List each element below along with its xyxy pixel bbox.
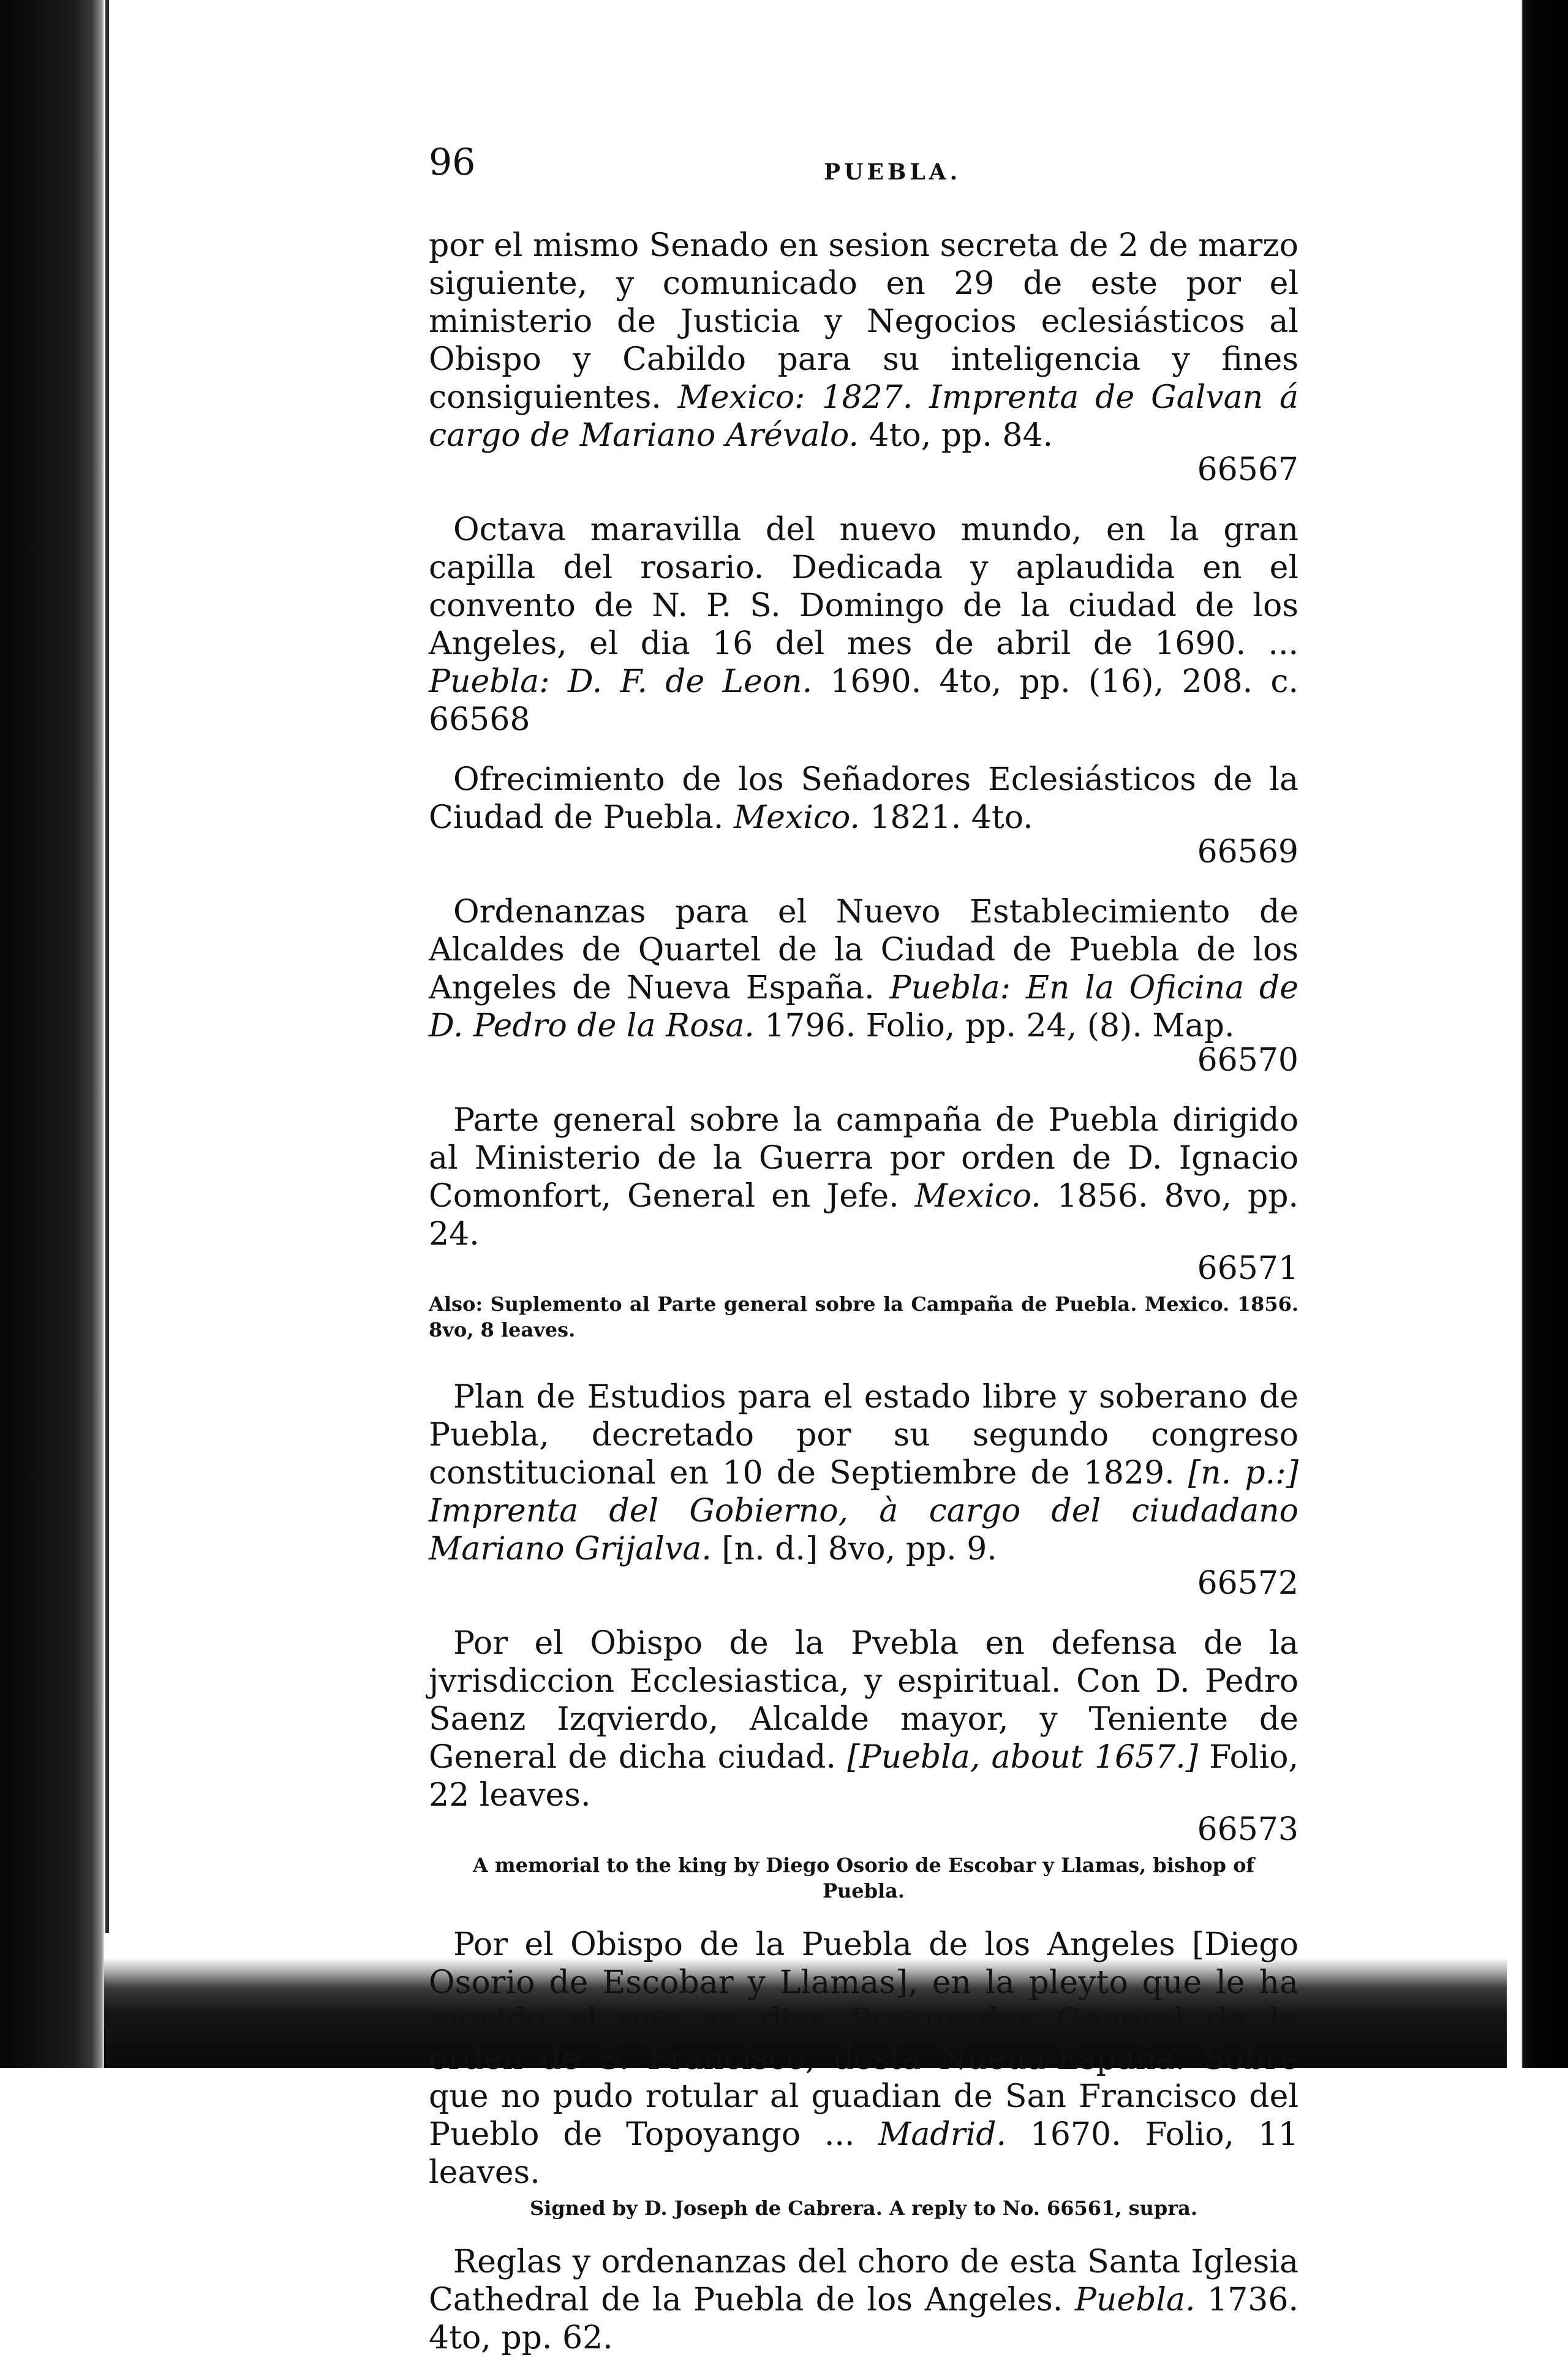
entry-imprint: [Puebla, about 1657.] bbox=[847, 1739, 1199, 1776]
catalog-entry bbox=[429, 1926, 1298, 2221]
entry-title: Ofrecimiento de los Señadores Eclesiásticos de la Ciudad de Puebla. bbox=[429, 761, 1298, 836]
entry-number-inline: 66568 bbox=[429, 701, 530, 738]
page-gutter-line bbox=[105, 0, 109, 2068]
entry-body bbox=[429, 761, 1298, 837]
entry-format: Folio, 22 leaves. bbox=[429, 1739, 1299, 1814]
page-header bbox=[429, 141, 1329, 196]
entry-imprint: Puebla: En la Oficina de D. Pedro de la Rosa. bbox=[429, 970, 1298, 1044]
running-head: PUEBLA. bbox=[824, 159, 962, 185]
catalog-entry bbox=[429, 893, 1298, 1079]
entry-format: 1856. 8vo, pp. 24. bbox=[429, 1178, 1299, 1253]
catalog-entry bbox=[429, 2243, 1298, 2357]
entry-body bbox=[429, 893, 1298, 1045]
entry-note: Signed by D. Joseph de Cabrera. A reply to No. 66561, supra. bbox=[530, 2196, 1197, 2220]
entry-imprint: Puebla: D. F. de Leon. bbox=[429, 663, 813, 700]
catalog-entry bbox=[429, 1378, 1298, 1602]
book-spine-shadow bbox=[0, 0, 104, 2068]
right-page-edge bbox=[1507, 0, 1568, 2068]
catalog-entry bbox=[429, 1624, 1298, 1904]
entry-number: 66569 bbox=[1197, 834, 1298, 870]
entry-number: 66567 bbox=[1197, 451, 1298, 488]
entry-imprint: Puebla. bbox=[1074, 2282, 1196, 2318]
entry-title: Reglas y ordenanzas del choro de esta Santa Iglesia Cathedral de la Puebla de los Angeles. bbox=[429, 2244, 1298, 2318]
entry-imprint: Mexico: 1827. Imprenta de Galvan á cargo de Mariano Arévalo. bbox=[429, 379, 1298, 454]
entry-body bbox=[429, 2243, 1298, 2357]
entry-format: 1690. 4to, pp. (16), 208. c. bbox=[830, 663, 1298, 700]
entry-imprint: Mexico. bbox=[914, 1178, 1041, 1215]
entry-title: Por el Obispo de la Pvebla en defensa de la jvrisdiccion Ecclesiastica, y espiritual. Con D. Pedro Saenz Izqvierdo, Alcalde mayor, y Teniente de General de dicha ciudad. bbox=[429, 1625, 1298, 1776]
entry-title: Octava maravilla del nuevo mundo, en la gran capilla del rosario. Dedicada y aplaudida en el convento de N. P. S. Domingo de la ciudad de los Angeles, el dia 16 del mes de abril de 1690. ... bbox=[429, 511, 1298, 662]
entry-format: 1821. 4to. bbox=[870, 799, 1033, 836]
catalog-entry bbox=[429, 511, 1298, 739]
catalog-entry bbox=[429, 1101, 1298, 1343]
entry-body bbox=[429, 511, 1298, 739]
entry-note: A memorial to the king by Diego Osorio de Escobar y Llamas, bishop of Puebla. bbox=[472, 1853, 1255, 1902]
entry-body bbox=[429, 227, 1298, 454]
entry-imprint: Madrid. bbox=[878, 2116, 1007, 2153]
entry-title: Ordenanzas para el Nuevo Establecimiento de Alcaldes de Quartel de la Ciudad de Puebla de los Angeles de Nueva España. bbox=[429, 894, 1298, 1006]
entry-format: 1670. Folio, 11 leaves. bbox=[429, 2116, 1298, 2191]
entry-number: 66573 bbox=[1197, 1811, 1298, 1848]
entry-body bbox=[429, 1378, 1298, 1568]
entry-imprint: Mexico. bbox=[733, 799, 860, 836]
entry-title: por el mismo Senado en sesion secreta de 2 de marzo siguiente, y comunicado en 29 de este por el ministerio de Justicia y Negocios eclesiásticos al Obispo y Cabildo para su inteligencia y fines consiguientes. bbox=[429, 227, 1298, 416]
page-number: 96 bbox=[429, 141, 476, 184]
entry-body bbox=[429, 1101, 1298, 1253]
entry-format: 4to, pp. 84. bbox=[869, 417, 1054, 454]
entry-title: Plan de Estudios para el estado libre y soberano de Puebla, decretado por su segundo congreso constitucional en 10 de Septiembre de 1829. bbox=[429, 1379, 1298, 1491]
entry-body bbox=[429, 1926, 1298, 2192]
entry-number: 66572 bbox=[1197, 1565, 1298, 1602]
entry-format: 1796. Folio, pp. 24, (8). Map. bbox=[764, 1008, 1235, 1044]
entry-number: 66571 bbox=[1197, 1250, 1298, 1287]
entry-format: 1736. 4to, pp. 62. bbox=[429, 2282, 1299, 2356]
entry-title: Por el Obispo de la Puebla de los Angeles [Diego Osorio de Escobar y Llamas], en la pleyto que le ha movido el que se dize Procurador General de la orden de S. Francisco, desta Nueua-España. Sobre que no pudo rotular al guadian de San Francisco del Pueblo de Topoyango ... bbox=[429, 1926, 1298, 2153]
entry-title: Parte general sobre la campaña de Puebla dirigido al Ministerio de la Guerra por orden de D. Ignacio Comonfort, General en Jefe. bbox=[429, 1102, 1298, 1215]
catalog-entries bbox=[429, 227, 1298, 2379]
entry-imprint: [n. p.:] Imprenta del Gobierno, à cargo del ciudadano Mariano Grijalva. bbox=[429, 1455, 1298, 1567]
catalog-entry bbox=[429, 227, 1298, 489]
entry-body bbox=[429, 1624, 1298, 1814]
catalog-entry bbox=[429, 761, 1298, 871]
entry-number: 66570 bbox=[1197, 1042, 1298, 1079]
entry-note: Also: Suplemento al Parte general sobre la Campaña de Puebla. Mexico. 1856. 8vo, 8 leaves. bbox=[429, 1292, 1298, 1341]
entry-format: [n. d.] 8vo, pp. 9. bbox=[722, 1531, 997, 1567]
